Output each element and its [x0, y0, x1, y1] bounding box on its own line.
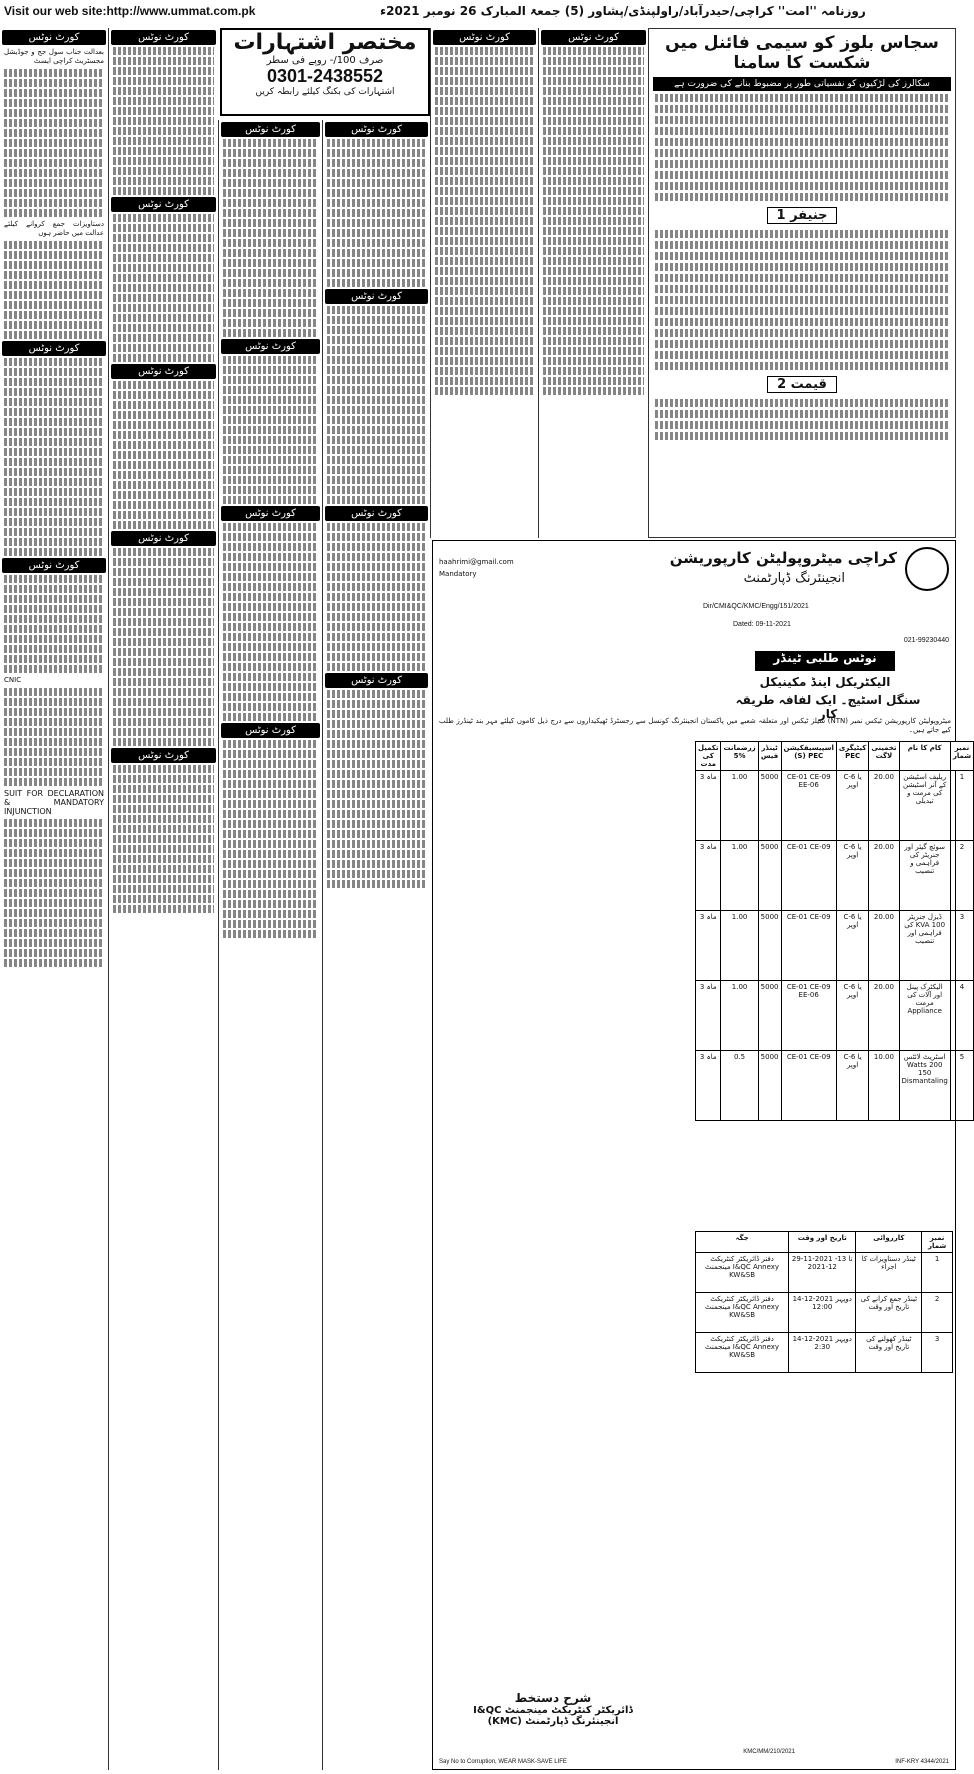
table-header: تکمیل کی مدت — [696, 742, 721, 771]
table-cell: 4 — [950, 981, 973, 1051]
table-cell: 1.00 — [721, 841, 758, 911]
table-row — [696, 1293, 953, 1333]
kmc-logo — [905, 547, 949, 591]
table-cell: 20.00 — [869, 841, 899, 911]
tender-notice — [432, 540, 972, 1770]
table-cell: 5000 — [758, 771, 781, 841]
table-cell: 5000 — [758, 1051, 781, 1121]
table-cell: C-6 یا اوپر — [836, 841, 868, 911]
table-cell: 3 — [950, 911, 973, 981]
table-cell: دفتر ڈائریکٹر کنٹریکٹ مینجمنٹ I&QC Annexy KW&SB — [696, 1333, 789, 1373]
table-row — [696, 981, 974, 1051]
story-headline: سجاس بلوز کو سیمی فائنل میں شکست کا سامنا — [665, 33, 939, 73]
table-cell: 1.00 — [721, 981, 758, 1051]
table-cell: CE-01 CE-09 EE-06 — [781, 771, 836, 841]
column-3 — [218, 120, 322, 1770]
column-6 — [538, 28, 648, 538]
table-cell: 20.00 — [869, 771, 899, 841]
table-cell: 1.00 — [721, 911, 758, 981]
column-2 — [108, 28, 218, 1770]
table-cell: 20.00 — [869, 981, 899, 1051]
tender-kind: الیکٹریکل اینڈ مکینیکل — [759, 675, 891, 689]
table-header: تخمینی لاگت — [869, 742, 899, 771]
table-row — [696, 1333, 953, 1373]
editorial-label: جنیفر 1 — [767, 207, 837, 224]
table-header: زرضمانت 5% — [721, 742, 758, 771]
table-cell: 3 ماہ — [696, 1051, 721, 1121]
table-cell: ریلیف اسٹیشن کے آنر اسٹیشن کی مرمت و تبدیلی — [899, 771, 950, 841]
tender-conditions — [439, 555, 695, 582]
notice-text: دستاویزات جمع کروانے کیلئے عدالت میں حاضر ہوں — [4, 220, 104, 237]
table-cell: 3 ماہ — [696, 981, 721, 1051]
masthead-bar — [0, 0, 960, 26]
notice-text: بعدالت جناب سول جج و جوڈیشل مجسٹریٹ کراچی ایسٹ — [4, 48, 104, 65]
court-notice-label: کورٹ نوٹس — [221, 723, 320, 738]
court-notice-label: کورٹ نوٹس — [221, 122, 320, 137]
classifieds-rate: صرف 100/- روپے فی سطر — [266, 55, 384, 66]
tender-schedule-table — [695, 1231, 953, 1373]
table-cell: ٹینڈر جمع کرانے کی تاریخ اور وقت — [856, 1293, 922, 1333]
table-row — [696, 911, 974, 981]
tender-notice-title: نوٹس طلبی ٹینڈر — [755, 651, 895, 671]
classifieds-phone[interactable]: 0301-2438552 — [266, 66, 384, 86]
table-cell: 2 — [950, 841, 973, 911]
table-cell: CE-01 CE-09 EE-06 — [781, 981, 836, 1051]
table-cell: 0.5 — [721, 1051, 758, 1121]
table-cell: ٹینڈر دستاویزات کا اجراء — [856, 1253, 922, 1293]
table-cell: C-6 یا اوپر — [836, 771, 868, 841]
table-cell: CE-01 CE-09 — [781, 1051, 836, 1121]
table-header: کام کا نام — [899, 742, 950, 771]
table-cell: 2 — [922, 1293, 953, 1333]
tender-works-table — [695, 741, 974, 1121]
table-cell: دفتر ڈائریکٹر کنٹریکٹ مینجمنٹ I&QC Annexy KW&SB — [696, 1253, 789, 1293]
court-notice-label: کورٹ نوٹس — [325, 122, 428, 137]
sign-dept: انجینئرنگ ڈپارٹمنٹ (KMC) — [487, 1716, 619, 1727]
court-notice-label: کورٹ نوٹس — [325, 506, 428, 521]
classifieds-box — [220, 28, 430, 116]
tender-ref: Dir/CMI&QC/KMC/Engg/151/2021 — [703, 603, 809, 610]
table-header: نمبر شمار — [922, 1232, 953, 1253]
court-notice-label: کورٹ نوٹس — [2, 558, 106, 573]
table-cell: 5 — [950, 1051, 973, 1121]
table-cell: 14-12-2021 دوپہر 2:30 — [789, 1333, 856, 1373]
tender-method: سنگل اسٹیج۔ ایک لفافہ طریقہ کار — [735, 693, 921, 721]
website-url[interactable]: Visit our web site:http://www.ummat.com.pk — [4, 4, 256, 18]
tender-kmc-ref: KMC/MM/210/2021 — [743, 1749, 795, 1755]
table-cell: C-6 یا اوپر — [836, 1051, 868, 1121]
column-4 — [322, 120, 430, 1770]
tender-intro: میٹروپولیٹن کارپوریشن ٹیکس نمبر (NTN) سیلز ٹیکس اور متعلقہ شعبے میں پاکستان انجینئرنگ کونسل سے رجسٹرڈ ٹھیکیداروں سے درج ذیل کاموں کیلئے مہر بند ٹینڈرز طلب کیے جاتے ہیں۔ — [439, 717, 951, 734]
classifieds-note: اشتہارات کی بکنگ کیلئے رابطہ کریں — [255, 87, 395, 97]
court-notice-label: کورٹ نوٹس — [221, 339, 320, 354]
table-header: کارروائی — [856, 1232, 922, 1253]
table-cell: C-6 یا اوپر — [836, 911, 868, 981]
table-cell: ڈیزل جنریٹر 100 KVA کی فراہمی اور تنصیب — [899, 911, 950, 981]
table-header: کیٹیگری PEC — [836, 742, 868, 771]
tender-org: کراچی میٹروپولیٹن کارپوریشن — [669, 549, 897, 567]
court-notice-label: کورٹ نوٹس — [111, 197, 216, 212]
story-subhead: سکالرز کی لڑکیوں کو نفسیاتی طور پر مضبوط بنانے کی ضرورت ہے — [653, 77, 951, 91]
tender-email: haahrimi@gmail.com — [439, 558, 514, 566]
table-header: ٹینڈر فیس — [758, 742, 781, 771]
tender-mandatory: Mandatory — [439, 570, 477, 578]
table-cell: دفتر ڈائریکٹر کنٹریکٹ مینجمنٹ I&QC Annexy KW&SB — [696, 1293, 789, 1333]
tender-date: Dated: 09-11-2021 — [733, 621, 791, 628]
table-cell: C-6 یا اوپر — [836, 981, 868, 1051]
table-cell: CE-01 CE-09 — [781, 911, 836, 981]
column-1 — [0, 28, 108, 1770]
table-cell: 20.00 — [869, 911, 899, 981]
tender-inf-ref: INF-KRY 4344/2021 — [895, 1759, 949, 1765]
table-cell: 5000 — [758, 981, 781, 1051]
classifieds-title: مختصر اشتہارات — [233, 30, 417, 55]
court-notice-label: کورٹ نوٹس — [433, 30, 536, 45]
editorial-label-2: قیمت 2 — [767, 376, 837, 393]
court-notice-label: کورٹ نوٹس — [221, 506, 320, 521]
court-notice-label: کورٹ نوٹس — [111, 748, 216, 763]
table-header: نمبر شمار — [950, 742, 973, 771]
court-notice-label: کورٹ نوٹس — [111, 531, 216, 546]
table-cell: ٹینڈر کھولنے کی تاریخ اور وقت — [856, 1333, 922, 1373]
court-notice-label: کورٹ نوٹس — [325, 289, 428, 304]
table-row — [696, 771, 974, 841]
table-cell: 3 ماہ — [696, 771, 721, 841]
table-cell: 3 — [922, 1333, 953, 1373]
table-cell: 3 ماہ — [696, 911, 721, 981]
table-cell: اسٹریٹ لائٹس 200 Watts 150 Dismantaling — [899, 1051, 950, 1121]
tender-dept: انجینئرنگ ڈپارٹمنٹ — [743, 571, 845, 586]
table-cell: 10.00 — [869, 1051, 899, 1121]
table-row — [696, 1253, 953, 1293]
court-notice-label: کورٹ نوٹس — [2, 341, 106, 356]
table-cell: 14-12-2021 دوپہر 12:00 — [789, 1293, 856, 1333]
table-header: جگہ — [696, 1232, 789, 1253]
dateline: روزنامہ ''امت'' کراچی/حیدرآباد/راولپنڈی/پشاور (5) جمعۃ المبارک 26 نومبر 2021ء — [380, 4, 866, 18]
sign-name: ڈائریکٹر کنٹریکٹ مینجمنٹ I&QC — [473, 1705, 633, 1716]
headline-story — [648, 28, 956, 538]
court-notice-label: کورٹ نوٹس — [111, 30, 216, 45]
notice-text: CNIC — [4, 676, 22, 684]
table-row — [696, 1051, 974, 1121]
column-5 — [430, 28, 538, 538]
table-cell: CE-01 CE-09 — [781, 841, 836, 911]
tender-slogan: Say No to Corruption, WEAR MASK-SAVE LIFE — [439, 1759, 567, 1765]
sign-title: شرح دستخط — [514, 1691, 592, 1705]
table-cell: 29-11-2021 تا 13-12-2021 — [789, 1253, 856, 1293]
tender-phone: 021-99230440 — [903, 637, 949, 644]
tender-signature — [453, 1691, 653, 1727]
notice-text: SUIT FOR DECLARATION & MANDATORY INJUNCTION — [4, 789, 104, 816]
court-notice-label: کورٹ نوٹس — [325, 673, 428, 688]
table-row — [696, 841, 974, 911]
table-cell: 3 ماہ — [696, 841, 721, 911]
table-cell: الیکٹرک پینل اور آلات کی مرمت Appliance — [899, 981, 950, 1051]
table-cell: 5000 — [758, 911, 781, 981]
table-cell: 5000 — [758, 841, 781, 911]
court-notice-label: کورٹ نوٹس — [111, 364, 216, 379]
table-cell: 1.00 — [721, 771, 758, 841]
table-cell: 1 — [922, 1253, 953, 1293]
court-notice-label: کورٹ نوٹس — [2, 30, 106, 45]
table-header: تاریخ اور وقت — [789, 1232, 856, 1253]
table-cell: 1 — [950, 771, 973, 841]
table-cell: سوئچ گیئر اور جنریٹر کی فراہمی و تنصیب — [899, 841, 950, 911]
court-notice-label: کورٹ نوٹس — [541, 30, 646, 45]
table-header: اسپیسیفکیشن (S) PEC — [781, 742, 836, 771]
